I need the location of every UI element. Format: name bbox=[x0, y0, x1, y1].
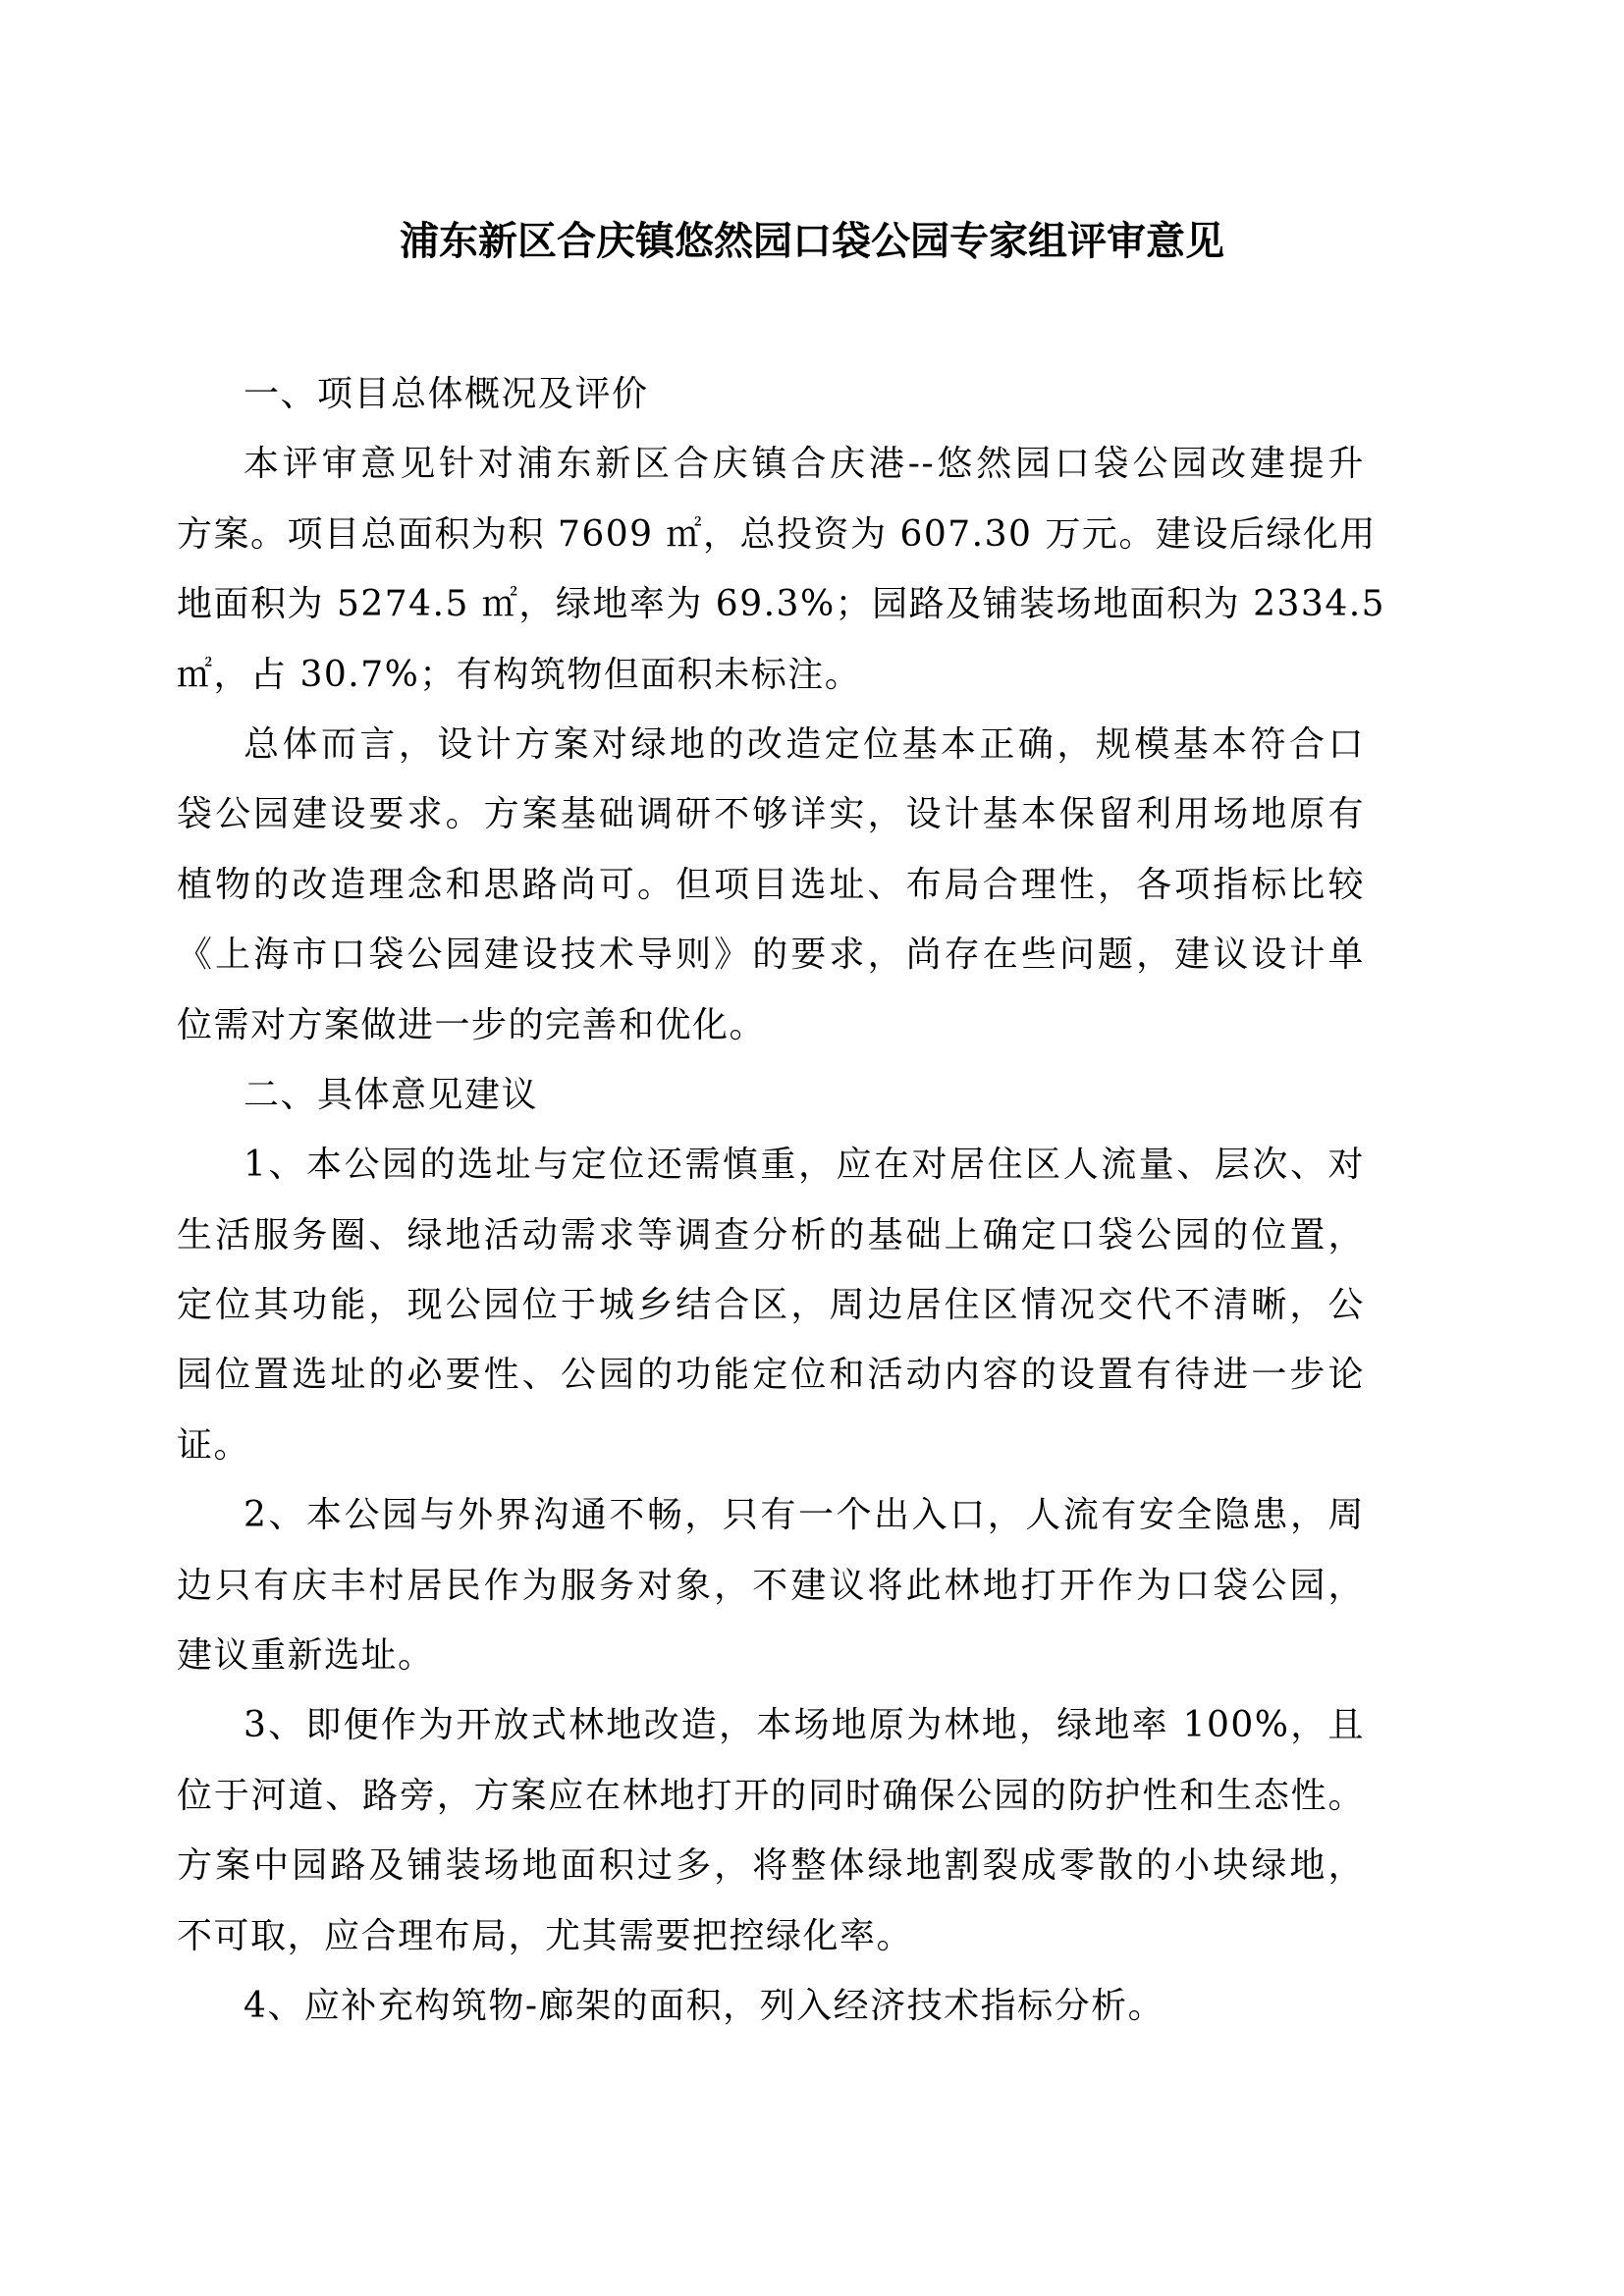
paragraph-line: 建议重新选址。 bbox=[177, 1635, 435, 1677]
paragraph-line: 本评审意见针对浦东新区合庆镇合庆港--悠然园口袋公园改建提升 bbox=[244, 444, 1365, 485]
paragraph-line: 方案中园路及铺装场地面积过多，将整体绿地割裂成零散的小块绿地， bbox=[177, 1845, 1365, 1887]
section-heading-suggestions: 二、具体意见建议 bbox=[244, 1074, 539, 1115]
document-body bbox=[177, 359, 1386, 2041]
paragraph-line: 方案。项目总面积为积 7609 ㎡，总投资为 607.30 万元。建设后绿化用 bbox=[177, 513, 1377, 555]
paragraph-line: 4、应补充构筑物-廊架的面积，列入经济技术指标分析。 bbox=[244, 1985, 1165, 2026]
paragraph-line: 生活服务圈、绿地活动需求等调查分析的基础上确定口袋公园的位置， bbox=[177, 1214, 1365, 1255]
paragraph-line: 证。 bbox=[177, 1424, 251, 1466]
paragraph-line: 3、即便作为开放式林地改造，本场地原为林地，绿地率 100%，且 bbox=[244, 1705, 1365, 1746]
paragraph-line: 位于河道、路旁，方案应在林地打开的同时确保公园的防护性和生态性。 bbox=[177, 1775, 1365, 1816]
paragraph-line: 地面积为 5274.5 ㎡，绿地率为 69.3%；园路及铺装场地面积为 2334.5 bbox=[177, 584, 1386, 625]
paragraph-line: ㎡，占 30.7%；有构筑物但面积未标注。 bbox=[177, 654, 862, 695]
section-heading-overview: 一、项目总体概况及评价 bbox=[244, 374, 649, 414]
paragraph-line: 《上海市口袋公园建设技术导则》的要求，尚存在些问题，建议设计单 bbox=[177, 934, 1365, 976]
document-title: 浦东新区合庆镇悠然园口袋公园专家组评审意见 bbox=[400, 219, 1224, 264]
paragraph-line: 袋公园建设要求。方案基础调研不够详实，设计基本保留利用场地原有 bbox=[177, 794, 1365, 835]
paragraph-line: 植物的改造理念和思路尚可。但项目选址、布局合理性，各项指标比较 bbox=[177, 864, 1365, 905]
paragraph-line: 2、本公园与外界沟通不畅，只有一个出入口，人流有安全隐患，周 bbox=[244, 1495, 1365, 1536]
paragraph-line: 边只有庆丰村居民作为服务对象，不建议将此林地打开作为口袋公园， bbox=[177, 1565, 1365, 1606]
paragraph-line: 不可取，应合理布局，尤其需要把控绿化率。 bbox=[177, 1915, 914, 1956]
paragraph-line: 1、本公园的选址与定位还需慎重，应在对居住区人流量、层次、对 bbox=[244, 1145, 1365, 1186]
paragraph-line: 总体而言，设计方案对绿地的改造定位基本正确，规模基本符合口 bbox=[244, 723, 1365, 765]
paragraph-line: 定位其功能，现公园位于城乡结合区，周边居住区情况交代不清晰，公 bbox=[177, 1285, 1365, 1326]
paragraph-line: 位需对方案做进一步的完善和优化。 bbox=[177, 1004, 767, 1045]
paragraph-line: 园位置选址的必要性、公园的功能定位和活动内容的设置有待进一步论 bbox=[177, 1355, 1365, 1396]
